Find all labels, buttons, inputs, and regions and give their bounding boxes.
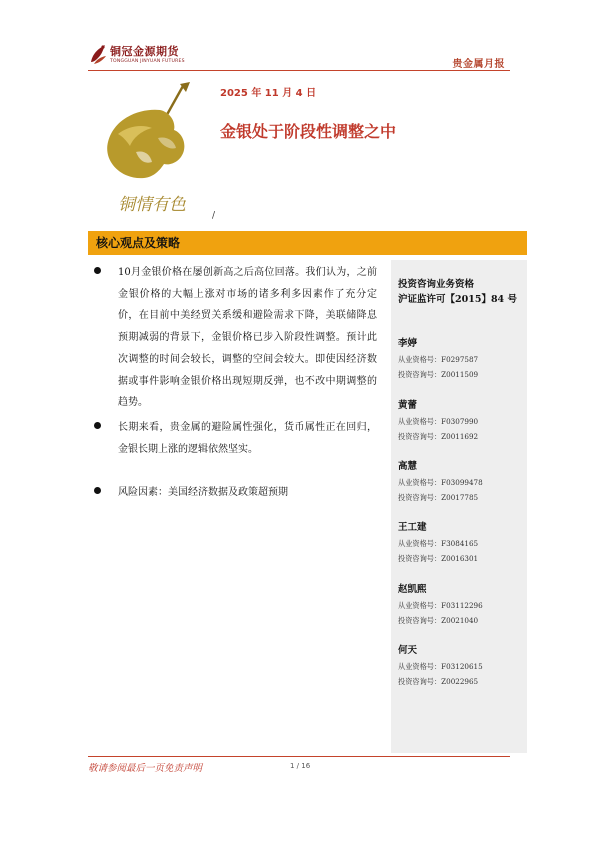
list-item [92,417,377,460]
analyst-entry [398,643,483,689]
emblem-calligraphy: 铜情有色 [118,195,186,215]
brand-name-en: TONGGUAN JINYUAN FUTURES [110,59,185,64]
bullet-dot-icon [94,422,101,429]
analyst-name: 王工建 [398,522,427,533]
analyst-consult-no: 投资咨询号：Z0016301 [398,553,479,563]
analyst-consult-no: 投资咨询号：Z0011692 [398,431,479,441]
bullet-dot-icon [94,267,101,274]
analyst-practice-no: 从业资格号：F3084165 [398,539,479,548]
bullet-text: 风险因素：美国经济数据及政策超预期 [118,487,288,499]
report-type-label: 贵金属月报 [452,59,505,70]
credential-line: 投资咨询业务资格 [398,279,475,290]
analyst-practice-no: 从业资格号：F0297587 [398,355,479,364]
analyst-practice-no: 从业资格号：F0307990 [398,417,479,426]
analyst-entry [398,398,478,444]
analyst-practice-no: 从业资格号：F03112296 [398,601,483,610]
analyst-practice-no: 从业资格号：F03120615 [398,662,483,671]
analyst-entry [398,336,478,382]
analyst-consult-no: 投资咨询号：Z0017785 [398,492,479,502]
bullet-dot-icon [94,487,101,494]
brand-bird-icon [88,42,108,68]
section-header-bar [88,231,527,255]
header-divider [88,70,510,71]
analyst-entry [398,582,483,628]
analyst-name: 何天 [398,645,418,656]
slash-mark: / [212,211,216,221]
key-points-list [92,262,377,504]
brand-name-cn: 铜冠金源期货 [110,45,179,58]
analyst-entry [398,520,478,566]
analyst-consult-no: 投资咨询号：Z0022965 [398,676,479,686]
analyst-practice-no: 从业资格号：F03099478 [398,478,483,487]
credential-license: 沪证监许可【2015】84 号 [398,294,517,305]
bullet-text: 10月金银价格在屡创新高之后高位回落。我们认为，之前金银价格的大幅上涨对市场的诸多利多因素作了充分定价，在目前中美经贸关系缓和避险需求下降，美联储降息预期减弱的背景下，金银价格已步入阶段性调整。预计此次调整的时间会较长，调整的空间会较大。即使因经济数据或事件影响金银价格出现短期反弹，也不改中期调整的趋势。 [118,267,377,409]
analyst-name: 李婷 [398,338,418,349]
credential-block [398,277,517,307]
analyst-entry [398,459,483,505]
bullet-text: 长期来看，贵金属的避险属性强化，货币属性正在回归，金银长期上涨的逻辑依然坚实。 [118,421,377,455]
section-title: 核心观点及策略 [96,236,181,250]
gold-gourd-logo-icon [100,80,210,220]
page-number: 1 / 16 [290,762,311,770]
footer-divider [88,756,510,757]
list-item [92,262,377,414]
report-title: 金银处于阶段性调整之中 [220,122,397,141]
analyst-name: 高慧 [398,461,418,472]
analyst-consult-no: 投资咨询号：Z0011509 [398,369,479,379]
disclaimer-note: 敬请参阅最后一页免责声明 [88,763,203,774]
analyst-consult-no: 投资咨询号：Z0021040 [398,615,479,625]
list-item [92,482,377,504]
report-date: 2025 年 11 月 4 日 [220,88,317,99]
company-logo [88,42,198,70]
analyst-sidebar [391,260,527,753]
analyst-name: 赵凯熙 [398,584,427,595]
analyst-name: 黄蕾 [398,400,418,411]
